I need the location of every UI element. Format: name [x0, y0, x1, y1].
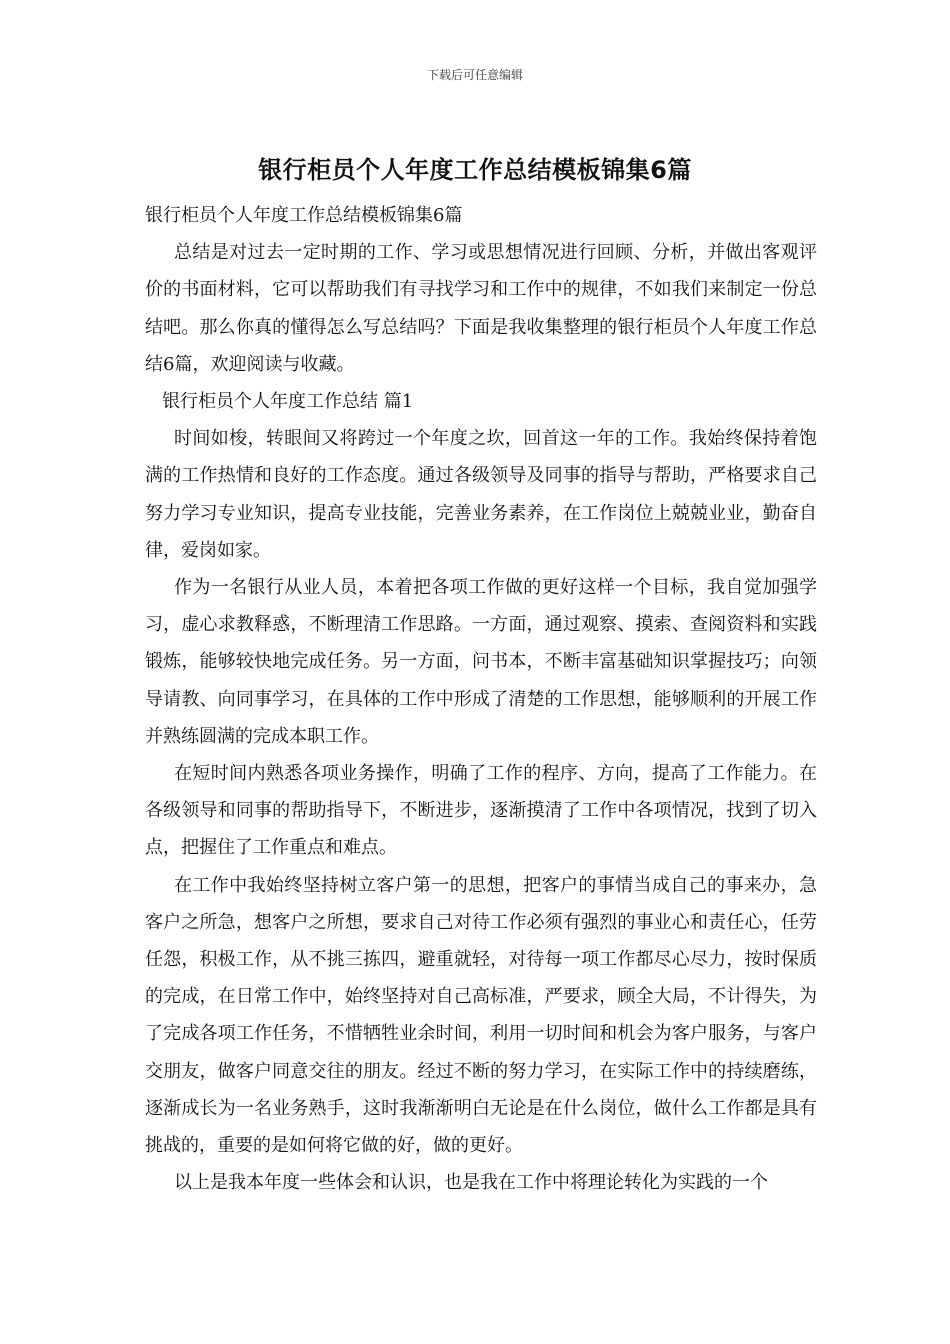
document-title: 银行柜员个人年度工作总结模板锦集6篇: [258, 156, 692, 184]
section-heading: 银行柜员个人年度工作总结 篇1: [162, 391, 414, 413]
body-paragraph: 以上是我本年度一些体会和认识，也是我在工作中将理论转化为实践的一个: [174, 1172, 768, 1194]
body-paragraph: 在工作中我始终坚持树立客户第一的思想，把客户的事情当成自己的事来办，急客户之所急，想客户之所想，要求自己对待工作必须有强烈的事业心和责任心，任劳任怨，积极工作，从不挑三拣四，避重就轻，对待每一项工作都尽心尽力，按时保质的完成，在日常工作中，始终坚持对自己高标准，严要求，顾全大局，不计得失，为了完成各项工作任务，不惜牺牲业余时间，利用一切时间和机会为客户服务，与客户交朋友，做客户同意交往的朋友。经过不断的努力学习，在实际工作中的持续磨练，逐渐成长为一名业务熟手，这时我渐渐明白无论是在什么岗位，做什么工作都是具有挑战的，重要的是如何将它做的好，做的更好。: [145, 874, 817, 1157]
body-paragraph: 在短时间内熟悉各项业务操作，明确了工作的程序、方向，提高了工作能力。在各级领导和同事的帮助指导下，不断进步，逐渐摸清了工作中各项情况，找到了切入点，把握住了工作重点和难点。: [145, 763, 817, 859]
document-subtitle: 银行柜员个人年度工作总结模板锦集6篇: [145, 205, 463, 226]
header-note: 下载后可任意编辑: [426, 68, 523, 82]
body-paragraph: 时间如梭，转眼间又将跨过一个年度之坎，回首这一年的工作。我始终保持着饱满的工作热情和良好的工作态度。通过各级领导及同事的指导与帮助，严格要求自己努力学习专业知识，提高专业技能，完善业务素养，在工作岗位上兢兢业业，勤奋自律，爱岗如家。: [145, 428, 817, 561]
body-paragraph: 作为一名银行从业人员，本着把各项工作做的更好这样一个目标，我自觉加强学习，虚心求教释惑，不断理清工作思路。一方面，通过观察、摸索、查阅资料和实践锻炼，能够较快地完成任务。另一方面，问书本，不断丰富基础知识掌握技巧；向领导请教、向同事学习，在具体的工作中形成了清楚的工作思想，能够顺利的开展工作并熟练圆满的完成本职工作。: [145, 577, 817, 747]
intro-paragraph: 总结是对过去一定时期的工作、学习或思想情况进行回顾、分析，并做出客观评价的书面材料，它可以帮助我们有寻找学习和工作中的规律，不如我们来制定一份总结吧。那么你真的懂得怎么写总结吗？下面是我收集整理的银行柜员个人年度工作总结6篇，欢迎阅读与收藏。: [145, 242, 817, 375]
document-body: [145, 197, 817, 1201]
